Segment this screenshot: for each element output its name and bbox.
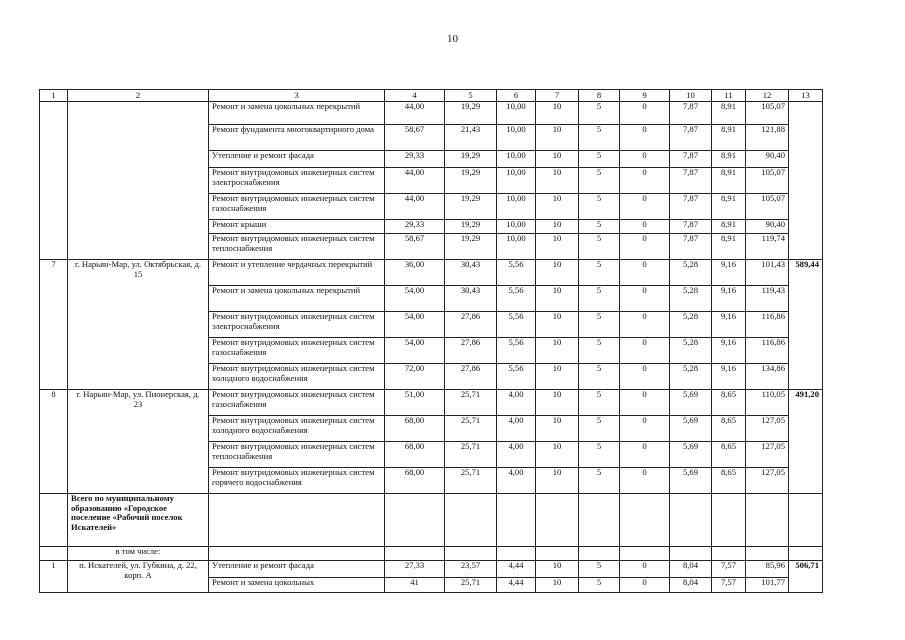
value-cell: 5 — [579, 364, 620, 390]
building-address: г. Нарьян-Мар, ул. Октябрьская, д. 15 — [68, 260, 209, 390]
value-cell: 23,57 — [445, 561, 497, 578]
value-cell: 4,00 — [497, 390, 536, 416]
row-number: 1 — [40, 561, 68, 593]
column-header: 10 — [670, 90, 712, 102]
value-cell: 68,00 — [385, 416, 445, 442]
value-cell: 7,87 — [670, 151, 712, 168]
value-cell: 19,29 — [445, 220, 497, 234]
value-cell: 30,43 — [445, 286, 497, 312]
value-cell: 5,56 — [497, 286, 536, 312]
value-cell: 54,00 — [385, 286, 445, 312]
value-cell: 0 — [620, 102, 670, 125]
value-cell: 101,77 — [746, 578, 789, 593]
table-row — [40, 390, 823, 416]
value-cell: 8,65 — [712, 442, 746, 468]
work-type-cell: Ремонт внутридомовых инженерных систем газоснабжения — [209, 390, 385, 416]
work-type-cell: Ремонт фундамента многоквартирного дома — [209, 125, 385, 151]
empty-cell — [385, 494, 445, 547]
value-cell: 7,87 — [670, 234, 712, 260]
value-cell: 68,00 — [385, 468, 445, 494]
summary-title: Всего по муниципальному образованию «Городское поселение «Рабочий поселок Искателей» — [68, 494, 209, 547]
empty-cell — [670, 547, 712, 561]
value-cell: 0 — [620, 468, 670, 494]
value-cell: 5 — [579, 442, 620, 468]
number-cell — [40, 494, 68, 547]
value-cell: 10 — [536, 260, 579, 286]
value-cell: 19,29 — [445, 234, 497, 260]
value-cell: 0 — [620, 442, 670, 468]
value-cell: 10,00 — [497, 168, 536, 194]
empty-cell — [620, 547, 670, 561]
value-cell: 119,74 — [746, 234, 789, 260]
value-cell: 85,96 — [746, 561, 789, 578]
work-type-cell: Ремонт внутридомовых инженерных систем горячего водоснабжения — [209, 468, 385, 494]
value-cell: 9,16 — [712, 338, 746, 364]
work-type-cell: Ремонт внутридомовых инженерных систем газоснабжения — [209, 194, 385, 220]
value-cell: 101,43 — [746, 260, 789, 286]
value-cell: 110,05 — [746, 390, 789, 416]
building-total: 589,44 — [789, 260, 823, 390]
empty-cell — [445, 494, 497, 547]
value-cell: 4,00 — [497, 442, 536, 468]
value-cell: 58,67 — [385, 234, 445, 260]
value-cell: 19,29 — [445, 151, 497, 168]
value-cell: 25,71 — [445, 390, 497, 416]
work-type-cell: Утепление и ремонт фасада — [209, 151, 385, 168]
building-address: п. Искателей, ул. Губкина, д. 22, корп. А — [68, 561, 209, 593]
row-number: 8 — [40, 390, 68, 494]
value-cell: 10,00 — [497, 102, 536, 125]
value-cell: 7,87 — [670, 194, 712, 220]
address-cell — [68, 102, 209, 260]
value-cell: 5 — [579, 234, 620, 260]
value-cell: 105,07 — [746, 194, 789, 220]
value-cell: 8,65 — [712, 390, 746, 416]
work-type-cell: Ремонт крыши — [209, 220, 385, 234]
value-cell: 25,71 — [445, 468, 497, 494]
value-cell: 5,28 — [670, 286, 712, 312]
value-cell: 5 — [579, 220, 620, 234]
value-cell: 5 — [579, 102, 620, 125]
value-cell: 21,43 — [445, 125, 497, 151]
value-cell: 36,00 — [385, 260, 445, 286]
value-cell: 5,69 — [670, 390, 712, 416]
value-cell: 19,29 — [445, 102, 497, 125]
value-cell: 8,91 — [712, 168, 746, 194]
value-cell: 121,88 — [746, 125, 789, 151]
value-cell: 9,16 — [712, 312, 746, 338]
value-cell: 5 — [579, 561, 620, 578]
value-cell: 10 — [536, 194, 579, 220]
value-cell: 5,56 — [497, 312, 536, 338]
value-cell: 119,43 — [746, 286, 789, 312]
value-cell: 5 — [579, 168, 620, 194]
value-cell: 5 — [579, 151, 620, 168]
work-type-cell: Ремонт внутридомовых инженерных систем электроснабжения — [209, 168, 385, 194]
value-cell: 25,71 — [445, 416, 497, 442]
value-cell: 0 — [620, 194, 670, 220]
value-cell: 10 — [536, 220, 579, 234]
value-cell: 105,07 — [746, 168, 789, 194]
value-cell: 5 — [579, 125, 620, 151]
value-cell: 9,16 — [712, 286, 746, 312]
value-cell: 8,91 — [712, 102, 746, 125]
page-number: 10 — [447, 33, 458, 45]
value-cell: 10 — [536, 468, 579, 494]
total-cell — [789, 102, 823, 260]
number-cell — [40, 547, 68, 561]
empty-cell — [536, 494, 579, 547]
value-cell: 10 — [536, 168, 579, 194]
value-cell: 10 — [536, 578, 579, 593]
column-header: 7 — [536, 90, 579, 102]
value-cell: 8,04 — [670, 578, 712, 593]
value-cell: 5 — [579, 286, 620, 312]
value-cell: 0 — [620, 286, 670, 312]
value-cell: 10 — [536, 102, 579, 125]
value-cell: 29,33 — [385, 220, 445, 234]
value-cell: 116,86 — [746, 338, 789, 364]
value-cell: 134,86 — [746, 364, 789, 390]
value-cell: 10 — [536, 364, 579, 390]
work-type-cell: Ремонт внутридомовых инженерных систем газоснабжения — [209, 338, 385, 364]
value-cell: 8,65 — [712, 416, 746, 442]
value-cell: 0 — [620, 390, 670, 416]
value-cell: 9,16 — [712, 260, 746, 286]
work-type-cell: Ремонт внутридомовых инженерных систем теплоснабжения — [209, 234, 385, 260]
work-type-cell: Ремонт и замена цокольных перекрытий — [209, 102, 385, 125]
value-cell: 4,00 — [497, 416, 536, 442]
value-cell: 5,69 — [670, 442, 712, 468]
value-cell: 0 — [620, 220, 670, 234]
value-cell: 10,00 — [497, 234, 536, 260]
empty-cell — [497, 494, 536, 547]
value-cell: 44,00 — [385, 102, 445, 125]
empty-cell — [579, 494, 620, 547]
value-cell: 10 — [536, 416, 579, 442]
column-header: 9 — [620, 90, 670, 102]
value-cell: 41 — [385, 578, 445, 593]
work-type-cell: Ремонт и замена цокольных перекрытий — [209, 286, 385, 312]
number-cell — [40, 102, 68, 260]
value-cell: 8,91 — [712, 220, 746, 234]
value-cell: 30,43 — [445, 260, 497, 286]
value-cell: 10 — [536, 442, 579, 468]
empty-cell — [209, 494, 385, 547]
value-cell: 51,00 — [385, 390, 445, 416]
value-cell: 10 — [536, 561, 579, 578]
value-cell: 7,87 — [670, 168, 712, 194]
value-cell: 10 — [536, 390, 579, 416]
value-cell: 58,67 — [385, 125, 445, 151]
value-cell: 5 — [579, 338, 620, 364]
value-cell: 10 — [536, 312, 579, 338]
empty-cell — [579, 547, 620, 561]
value-cell: 0 — [620, 151, 670, 168]
value-cell: 10 — [536, 125, 579, 151]
value-cell: 29,33 — [385, 151, 445, 168]
value-cell: 0 — [620, 364, 670, 390]
value-cell: 25,71 — [445, 578, 497, 593]
work-type-cell: Ремонт и замена цокольных — [209, 578, 385, 593]
value-cell: 10,00 — [497, 125, 536, 151]
value-cell: 0 — [620, 168, 670, 194]
value-cell: 5 — [579, 390, 620, 416]
empty-cell — [385, 547, 445, 561]
value-cell: 7,57 — [712, 561, 746, 578]
empty-cell — [746, 547, 789, 561]
empty-cell — [670, 494, 712, 547]
value-cell: 90,40 — [746, 220, 789, 234]
empty-cell — [712, 547, 746, 561]
value-cell: 5 — [579, 416, 620, 442]
header-row — [40, 90, 823, 102]
value-cell: 5,69 — [670, 416, 712, 442]
empty-cell — [497, 547, 536, 561]
empty-cell — [209, 547, 385, 561]
value-cell: 19,29 — [445, 168, 497, 194]
value-cell: 7,57 — [712, 578, 746, 593]
value-cell: 7,87 — [670, 102, 712, 125]
empty-cell — [789, 494, 823, 547]
table-row — [40, 102, 823, 125]
empty-cell — [712, 494, 746, 547]
work-type-cell: Ремонт внутридомовых инженерных систем холодного водоснабжения — [209, 364, 385, 390]
value-cell: 5,28 — [670, 260, 712, 286]
empty-cell — [536, 547, 579, 561]
value-cell: 10 — [536, 286, 579, 312]
value-cell: 127,05 — [746, 442, 789, 468]
value-cell: 10 — [536, 234, 579, 260]
value-cell: 27,33 — [385, 561, 445, 578]
value-cell: 8,91 — [712, 125, 746, 151]
value-cell: 4,00 — [497, 468, 536, 494]
value-cell: 54,00 — [385, 312, 445, 338]
value-cell: 10,00 — [497, 220, 536, 234]
value-cell: 27,86 — [445, 338, 497, 364]
value-cell: 10 — [536, 151, 579, 168]
value-cell: 27,86 — [445, 312, 497, 338]
value-cell: 54,00 — [385, 338, 445, 364]
value-cell: 5,28 — [670, 338, 712, 364]
value-cell: 9,16 — [712, 364, 746, 390]
value-cell: 90,40 — [746, 151, 789, 168]
column-header: 4 — [385, 90, 445, 102]
building-address: г. Нарьян-Мар, ул. Пионерская, д. 23 — [68, 390, 209, 494]
work-type-cell: Утепление и ремонт фасада — [209, 561, 385, 578]
building-total: 491,20 — [789, 390, 823, 494]
value-cell: 5 — [579, 578, 620, 593]
work-type-cell: Ремонт внутридомовых инженерных систем теплоснабжения — [209, 442, 385, 468]
value-cell: 8,91 — [712, 194, 746, 220]
including-row — [40, 547, 823, 561]
value-cell: 5 — [579, 194, 620, 220]
value-cell: 5,28 — [670, 364, 712, 390]
value-cell: 8,91 — [712, 151, 746, 168]
value-cell: 105,07 — [746, 102, 789, 125]
table-row — [40, 260, 823, 286]
value-cell: 7,87 — [670, 125, 712, 151]
value-cell: 127,05 — [746, 416, 789, 442]
value-cell: 25,71 — [445, 442, 497, 468]
value-cell: 68,00 — [385, 442, 445, 468]
column-header: 5 — [445, 90, 497, 102]
column-header: 12 — [746, 90, 789, 102]
value-cell: 5,56 — [497, 260, 536, 286]
building-total: 506,71 — [789, 561, 823, 593]
value-cell: 4,44 — [497, 561, 536, 578]
value-cell: 0 — [620, 338, 670, 364]
including-label: в том числе: — [68, 547, 209, 561]
value-cell: 5,56 — [497, 364, 536, 390]
column-header: 13 — [789, 90, 823, 102]
value-cell: 5 — [579, 260, 620, 286]
value-cell: 116,86 — [746, 312, 789, 338]
empty-cell — [620, 494, 670, 547]
column-header: 3 — [209, 90, 385, 102]
value-cell: 27,86 — [445, 364, 497, 390]
value-cell: 0 — [620, 125, 670, 151]
value-cell: 0 — [620, 260, 670, 286]
value-cell: 5,28 — [670, 312, 712, 338]
column-header: 6 — [497, 90, 536, 102]
value-cell: 72,00 — [385, 364, 445, 390]
column-header: 1 — [40, 90, 68, 102]
row-number: 7 — [40, 260, 68, 390]
value-cell: 4,44 — [497, 578, 536, 593]
value-cell: 0 — [620, 416, 670, 442]
value-cell: 8,65 — [712, 468, 746, 494]
value-cell: 127,05 — [746, 468, 789, 494]
value-cell: 5 — [579, 468, 620, 494]
column-header: 2 — [68, 90, 209, 102]
value-cell: 19,29 — [445, 194, 497, 220]
work-type-cell: Ремонт внутридомовых инженерных систем электроснабжения — [209, 312, 385, 338]
value-cell: 10,00 — [497, 194, 536, 220]
value-cell: 0 — [620, 234, 670, 260]
work-type-cell: Ремонт внутридомовых инженерных систем холодного водоснабжения — [209, 416, 385, 442]
work-type-cell: Ремонт и утепление чердачных перекрытий — [209, 260, 385, 286]
column-header: 11 — [712, 90, 746, 102]
column-header: 8 — [579, 90, 620, 102]
value-cell: 8,04 — [670, 561, 712, 578]
value-cell: 44,00 — [385, 168, 445, 194]
value-cell: 44,00 — [385, 194, 445, 220]
value-cell: 8,91 — [712, 234, 746, 260]
value-cell: 10 — [536, 338, 579, 364]
value-cell: 5,56 — [497, 338, 536, 364]
value-cell: 0 — [620, 561, 670, 578]
value-cell: 0 — [620, 312, 670, 338]
value-cell: 7,87 — [670, 220, 712, 234]
empty-cell — [746, 494, 789, 547]
value-cell: 0 — [620, 578, 670, 593]
value-cell: 10,00 — [497, 151, 536, 168]
summary-row — [40, 494, 823, 547]
capital-repair-table — [39, 89, 823, 593]
empty-cell — [789, 547, 823, 561]
value-cell: 5 — [579, 312, 620, 338]
empty-cell — [445, 547, 497, 561]
value-cell: 5,69 — [670, 468, 712, 494]
table-row — [40, 561, 823, 578]
